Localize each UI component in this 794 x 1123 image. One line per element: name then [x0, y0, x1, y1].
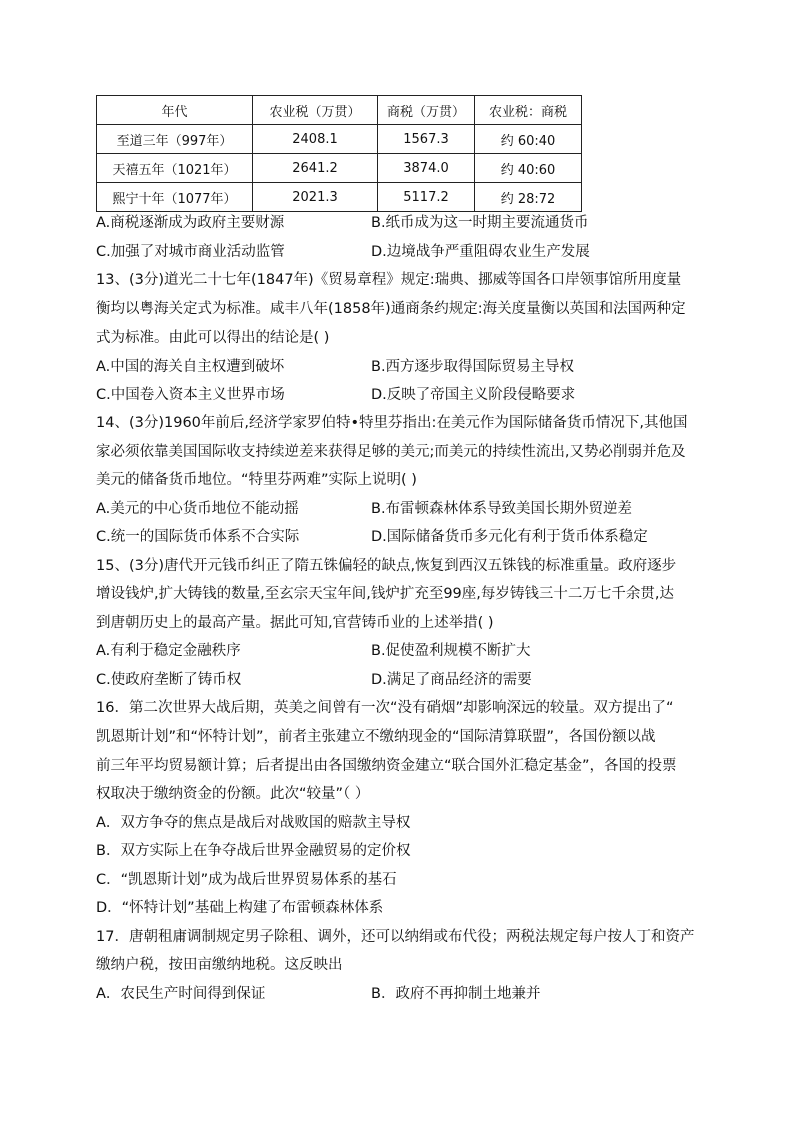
- table-header: 农业税：商税: [475, 96, 582, 125]
- q13-option-c: C.中国卷入资本主义世界市场: [96, 387, 285, 403]
- table-header: 年代: [97, 96, 253, 125]
- table-cell: 2021.3: [253, 183, 378, 212]
- table-cell: 约 40:60: [475, 154, 582, 183]
- table-cell: 5117.2: [378, 183, 475, 212]
- table-row: [97, 125, 582, 154]
- q15-option-b: B.促使盈利规模不断扩大: [371, 643, 531, 659]
- q13-stem-line: 13、(3分)道光二十七年(1847年)《贸易章程》规定:瑞典、挪威等国各口岸领事馆所用度量: [96, 272, 682, 288]
- q12-option-b: B.纸币成为这一时期主要流通货币: [371, 215, 589, 231]
- q16-option-d: D．“怀特计划”基础上构建了布雷顿森林体系: [96, 900, 384, 916]
- table-cell: 至道三年（997年）: [97, 125, 253, 154]
- table-cell: 2641.2: [253, 154, 378, 183]
- q16-stem-line: 16．第二次世界大战后期，英美之间曾有一次“没有硝烟”却影响深远的较量。双方提出了“: [96, 700, 674, 716]
- q17-stem-line: 缴纳户税，按田亩缴纳地税。这反映出: [96, 957, 343, 973]
- table-cell: 天禧五年（1021年）: [97, 154, 253, 183]
- q16-option-c: C．“凯恩斯计划”成为战后世界贸易体系的基石: [96, 872, 397, 888]
- table-cell: 3874.0: [378, 154, 475, 183]
- q16-stem-line: 凯恩斯计划”和“怀特计划”，前者主张建立不缴纳现金的“国际清算联盟”，各国份额以战: [96, 729, 656, 745]
- table-header-row: [97, 96, 582, 125]
- q15-stem-line: 到唐朝历史上的最高产量。据此可知,官营铸币业的上述举措( ): [96, 615, 494, 631]
- q16-stem-line: 权取决于缴纳资金的份额。此次“较量”（ ）: [96, 786, 370, 802]
- table-row: [97, 183, 582, 212]
- q12-option-d: D.边境战争严重阻碍农业生产发展: [371, 244, 590, 260]
- q13-stem-line: 衡均以粤海关定式为标准。咸丰八年(1858年)通商条约规定:海关度量衡以英国和法国两种定: [96, 301, 686, 317]
- table-cell: 1567.3: [378, 125, 475, 154]
- table-header: 商税（万贯）: [378, 96, 475, 125]
- q17-stem-line: 17．唐朝租庸调制规定男子除租、调外，还可以纳绢或布代役；两税法规定每户按人丁和资产: [96, 929, 695, 945]
- q12-option-c: C.加强了对城市商业活动监管: [96, 244, 285, 260]
- q15-option-a: A.有利于稳定金融秩序: [96, 643, 241, 659]
- q17-option-a: A．农民生产时间得到保证: [96, 986, 266, 1002]
- table-cell: 约 60:40: [475, 125, 582, 154]
- q14-option-b: B.布雷顿森林体系导致美国长期外贸逆差: [371, 501, 633, 517]
- q16-option-b: B．双方实际上在争夺战后世界金融贸易的定价权: [96, 843, 411, 859]
- q14-stem-line: 家必须依靠美国国际收支持续逆差来获得足够的美元;而美元的持续性流出,又势必削弱并危及: [96, 444, 686, 460]
- table-row: [97, 154, 582, 183]
- table-header: 农业税（万贯）: [253, 96, 378, 125]
- table-cell: 熙宁十年（1077年）: [97, 183, 253, 212]
- q14-option-d: D.国际储备货币多元化有利于货币体系稳定: [371, 529, 648, 545]
- q15-option-d: D.满足了商品经济的需要: [371, 672, 532, 688]
- q14-stem-line: 美元的储备货币地位。“特里芬两难”实际上说明( ): [96, 472, 417, 488]
- q15-stem-line: 增设钱炉,扩大铸钱的数量,至玄宗天宝年间,钱炉扩充至99座,每岁铸钱三十二万七千余贯,达: [96, 586, 674, 602]
- q15-option-c: C.使政府垄断了铸币权: [96, 672, 242, 688]
- q17-option-b: B．政府不再抑制土地兼并: [371, 986, 541, 1002]
- q16-stem-line: 前三年平均贸易额计算；后者提出由各国缴纳资金建立“联合国外汇稳定基金”，各国的投票: [96, 758, 677, 774]
- table-cell: 约 28:72: [475, 183, 582, 212]
- q14-option-c: C.统一的国际货币体系不合实际: [96, 529, 300, 545]
- q15-stem-line: 15、(3分)唐代开元钱币纠正了隋五铢偏轻的缺点,恢复到西汉五铢钱的标准重量。政府逐步: [96, 558, 677, 574]
- table-cell: 2408.1: [253, 125, 378, 154]
- q13-option-d: D.反映了帝国主义阶段侵略要求: [371, 387, 576, 403]
- q13-option-b: B.西方逐步取得国际贸易主导权: [371, 359, 575, 375]
- q16-option-a: A．双方争夺的焦点是战后对战败国的赔款主导权: [96, 815, 411, 831]
- q13-option-a: A.中国的海关自主权遭到破坏: [96, 359, 285, 375]
- q13-stem-line: 式为标准。由此可以得出的结论是( ): [96, 330, 330, 346]
- q12-option-a: A.商税逐渐成为政府主要财源: [96, 215, 285, 231]
- q14-stem-line: 14、(3分)1960年前后,经济学家罗伯特•特里芬指出:在美元作为国际储备货币情况下,其他国: [96, 415, 688, 431]
- q14-option-a: A.美元的中心货币地位不能动摇: [96, 501, 299, 517]
- tax-table: [96, 95, 582, 212]
